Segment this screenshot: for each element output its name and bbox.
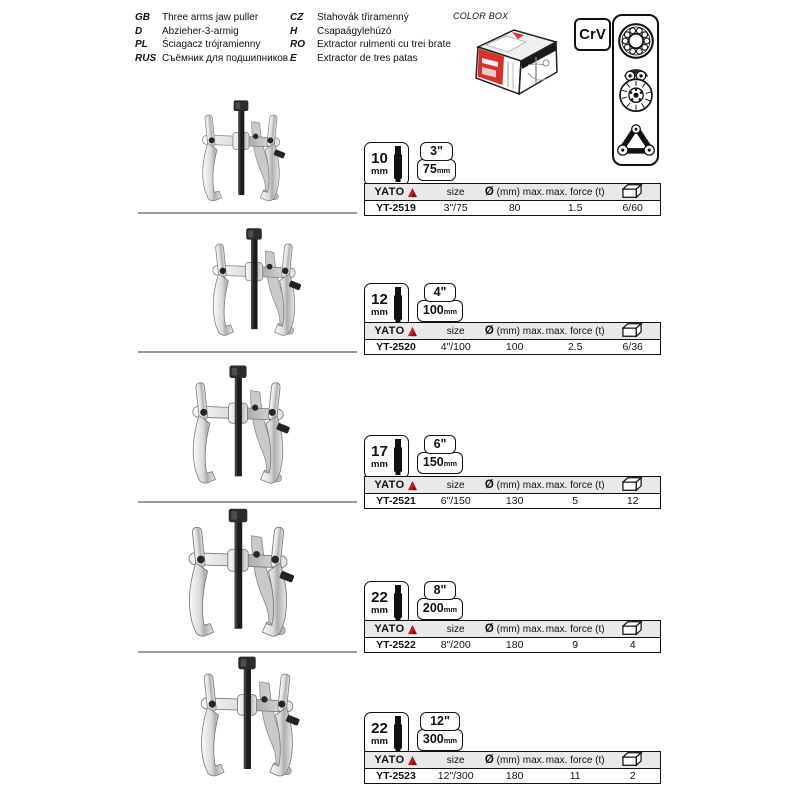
hex-size-unit: mm	[371, 307, 388, 318]
spec-table-row	[365, 769, 660, 783]
col-size: size	[446, 186, 465, 198]
col-force: max. force (t)	[545, 186, 605, 198]
length-size-badge	[417, 581, 463, 620]
product-code: YT-2520	[376, 341, 416, 353]
product-size: 12"/300	[437, 770, 474, 782]
crv-material-badge: CrV	[574, 18, 611, 51]
size-badges	[364, 712, 463, 756]
bolt-icon	[392, 439, 404, 475]
carton-box-icon	[622, 183, 643, 199]
col-diameter: Ø (mm) max.	[484, 186, 545, 198]
spec-table	[364, 751, 661, 784]
col-diameter: Ø (mm) max.	[484, 754, 545, 766]
col-force: max. force (t)	[545, 754, 605, 766]
hex-size-badge	[364, 142, 409, 186]
size-badges	[364, 435, 463, 479]
col-diameter: Ø (mm) max.	[484, 479, 545, 491]
product-diameter: 180	[505, 639, 524, 651]
mm-length-value: 200mm	[417, 598, 463, 620]
brand-cell: YATO	[365, 325, 427, 337]
lang-code: CZ	[290, 12, 304, 23]
product-force: 9	[572, 639, 579, 651]
lang-code: RO	[290, 39, 305, 50]
lang-text: Extractor rulmenti cu trei brate	[317, 39, 451, 50]
bolt-icon	[392, 287, 404, 323]
lang-text: Three arms jaw puller	[162, 12, 259, 23]
language-list-right	[290, 11, 460, 65]
lang-text: Csapaágylehúzó	[317, 25, 392, 37]
section-divider	[138, 651, 357, 653]
product-diameter: 130	[505, 495, 524, 507]
bolt-icon	[392, 585, 404, 621]
length-size-badge	[417, 435, 463, 474]
spec-table-row	[365, 201, 660, 215]
puller-product-image	[160, 359, 316, 500]
product-size: 8"/200	[440, 639, 471, 651]
product-force: 1.5	[567, 202, 583, 214]
hex-size-unit: mm	[371, 459, 388, 470]
puller-product-image	[160, 99, 322, 211]
carton-box-icon	[622, 620, 643, 636]
lang-text: Extractor de tres patas	[317, 52, 418, 64]
spec-table-header	[365, 323, 660, 340]
spec-table-row	[365, 494, 660, 508]
col-size: size	[446, 623, 465, 635]
product-size: 3"/75	[443, 202, 468, 214]
col-force: max. force (t)	[545, 623, 605, 635]
product-pack: 6/36	[622, 341, 643, 353]
section-divider	[138, 212, 357, 214]
inch-value: 4"	[424, 283, 457, 302]
lang-row	[290, 25, 460, 39]
lang-text: Съёмник для подшипников	[162, 52, 289, 64]
hex-size-badge	[364, 435, 409, 479]
hex-size-badge	[364, 581, 409, 625]
pulley-disc-icon	[615, 67, 657, 115]
spec-table	[364, 476, 661, 509]
spec-table	[364, 322, 661, 355]
spec-table-row	[365, 340, 660, 354]
col-pack	[605, 476, 660, 495]
mm-length-value: 100mm	[417, 300, 463, 322]
col-force: max. force (t)	[545, 479, 605, 491]
length-size-badge	[417, 712, 463, 751]
yato-red-triangle-logo	[407, 624, 418, 635]
size-badges	[364, 142, 456, 186]
brand-cell: YATO	[365, 479, 427, 491]
hex-size-value: 10	[371, 150, 388, 167]
lang-text: Abzieher-3-armig	[162, 25, 239, 37]
lang-row	[135, 52, 290, 66]
hex-size-value: 17	[371, 443, 388, 460]
language-list-left	[135, 11, 290, 65]
inch-value: 6"	[424, 435, 457, 454]
brand-cell: YATO	[365, 754, 427, 766]
brand-cell: YATO	[365, 186, 427, 198]
length-size-badge	[417, 142, 456, 181]
hex-size-badge	[364, 712, 409, 756]
puller-product-image	[157, 655, 337, 788]
col-force: max. force (t)	[545, 325, 605, 337]
spec-table-header	[365, 184, 660, 201]
yato-red-triangle-logo	[407, 755, 418, 766]
hex-size-badge	[364, 283, 409, 327]
col-size: size	[446, 325, 465, 337]
bolt-icon	[392, 146, 404, 182]
product-code: YT-2522	[376, 639, 416, 651]
applications-panel	[612, 14, 659, 166]
belt-drive-icon	[615, 121, 657, 159]
spec-table	[364, 620, 661, 653]
product-pack: 6/60	[622, 202, 643, 214]
spec-table-header	[365, 752, 660, 769]
col-pack	[605, 620, 660, 639]
lang-row	[290, 11, 460, 25]
lang-text: Stahovák třiramenný	[317, 12, 409, 23]
yato-red-triangle-logo	[407, 326, 418, 337]
hex-size-unit: mm	[371, 736, 388, 747]
product-pack: 4	[629, 639, 636, 651]
lang-code: H	[290, 25, 298, 37]
section-divider	[138, 351, 357, 353]
length-size-badge	[417, 283, 463, 322]
lang-code: D	[135, 25, 143, 37]
inch-value: 8"	[424, 581, 457, 600]
col-pack	[605, 751, 660, 770]
inch-value: 12"	[420, 712, 460, 731]
product-code: YT-2523	[376, 770, 416, 782]
col-pack	[605, 183, 660, 202]
lang-row	[290, 38, 460, 52]
lang-code: PL	[135, 39, 148, 50]
col-diameter: Ø (mm) max.	[484, 325, 545, 337]
hex-size-value: 12	[371, 291, 388, 308]
puller-product-image	[150, 507, 326, 649]
lang-row	[135, 25, 290, 39]
product-force: 11	[569, 770, 581, 782]
product-pack: 12	[626, 495, 639, 507]
hex-size-value: 22	[371, 720, 388, 737]
color-box-image	[466, 17, 566, 97]
product-code: YT-2519	[376, 202, 416, 214]
puller-product-image	[183, 223, 325, 350]
hex-size-unit: mm	[371, 605, 388, 616]
col-pack	[605, 322, 660, 341]
lang-row	[135, 38, 290, 52]
product-code: YT-2521	[376, 495, 416, 507]
spec-table-header	[365, 477, 660, 494]
carton-box-icon	[622, 751, 643, 767]
hex-size-unit: mm	[371, 166, 388, 177]
lang-text: Ściagacz trójramienny	[162, 39, 261, 50]
inch-value: 3"	[420, 142, 453, 161]
mm-length-value: 150mm	[417, 452, 463, 474]
product-size: 4"/100	[440, 341, 471, 353]
col-size: size	[446, 754, 465, 766]
product-force: 2.5	[567, 341, 583, 353]
bolt-icon	[392, 716, 404, 752]
size-badges	[364, 283, 463, 327]
size-badges	[364, 581, 463, 625]
yato-red-triangle-logo	[407, 480, 418, 491]
section-divider	[138, 501, 357, 503]
spec-table-row	[365, 638, 660, 652]
lang-code: E	[290, 52, 297, 64]
hex-size-value: 22	[371, 589, 388, 606]
lang-code: RUS	[135, 52, 157, 64]
product-size: 6"/150	[440, 495, 471, 507]
yato-red-triangle-logo	[407, 187, 418, 198]
spec-table-header	[365, 621, 660, 638]
product-diameter: 100	[505, 341, 524, 353]
product-diameter: 180	[505, 770, 524, 782]
spec-table	[364, 183, 661, 216]
mm-length-value: 75mm	[417, 159, 456, 181]
carton-box-icon	[622, 322, 643, 338]
lang-code: GB	[135, 12, 150, 23]
mm-length-value: 300mm	[417, 729, 463, 751]
col-size: size	[446, 479, 465, 491]
lang-row	[290, 52, 460, 66]
col-diameter: Ø (mm) max.	[484, 623, 545, 635]
color-box-label: COLOR BOX	[453, 11, 509, 21]
lang-row	[135, 11, 290, 25]
product-diameter: 80	[508, 202, 521, 214]
brand-cell: YATO	[365, 623, 427, 635]
product-force: 5	[572, 495, 579, 507]
product-pack: 2	[629, 770, 636, 782]
carton-box-icon	[622, 476, 643, 492]
ball-bearing-icon	[616, 21, 656, 61]
